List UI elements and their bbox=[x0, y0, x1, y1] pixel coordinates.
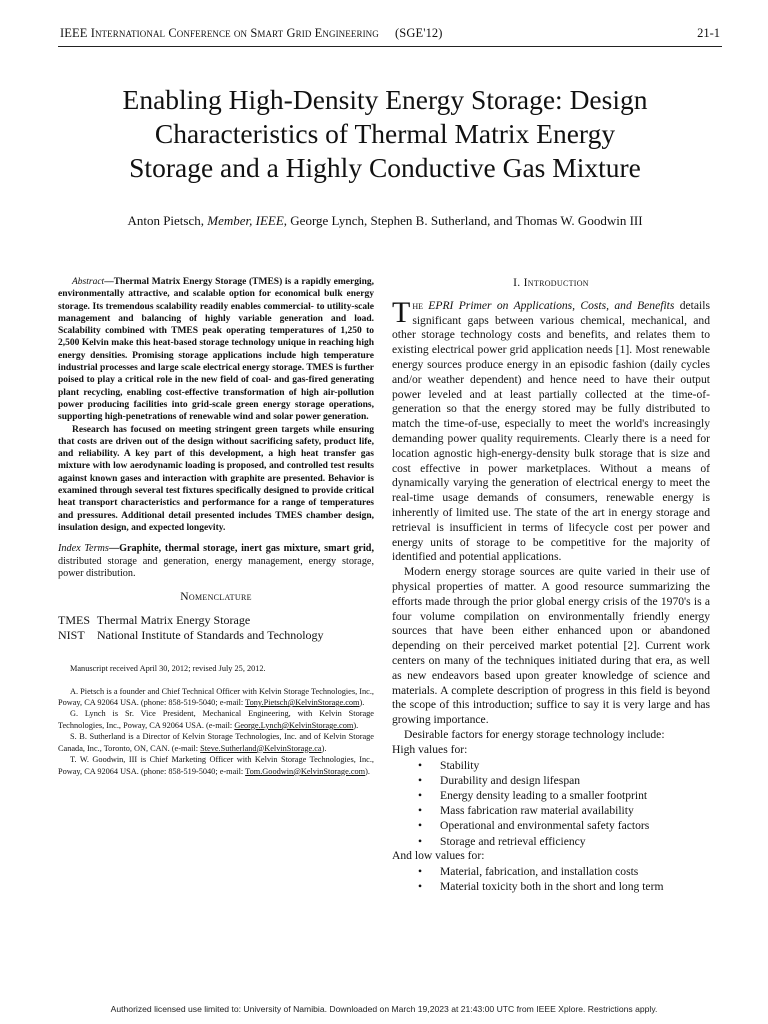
license-footer: Authorized licensed use limited to: University of Namibia. Downloaded on March 19,2023 at 21:43:00 UTC from IEEE Xplore. Restrictions apply. bbox=[110, 1004, 658, 1014]
author-footnotes bbox=[58, 663, 374, 777]
high-values-list bbox=[392, 758, 710, 849]
drop-cap: T bbox=[392, 295, 411, 329]
abstract-paragraph bbox=[58, 276, 374, 424]
title-line: Characteristics of Thermal Matrix Energy bbox=[154, 118, 616, 149]
email-link[interactable]: George.Lynch@KelvinStorage.com bbox=[234, 720, 354, 730]
manuscript-note: Manuscript received April 30, 2012; revised July 25, 2012. bbox=[70, 664, 266, 674]
low-values-label: And low values for: bbox=[392, 848, 485, 862]
intro-paragraph: Desirable factors for energy storage technology include: bbox=[404, 727, 665, 741]
list-item: • Operational and environmental safety factors bbox=[440, 818, 710, 833]
conference-name: IEEE International Conference on Smart Grid Engineering bbox=[60, 26, 379, 40]
running-header-conference bbox=[60, 26, 443, 41]
paper-title bbox=[60, 83, 710, 185]
title-line: Enabling High-Density Energy Storage: Design bbox=[122, 84, 648, 115]
header-divider bbox=[58, 46, 722, 47]
nomenclature-list bbox=[58, 613, 374, 643]
cited-title: EPRI Primer on Applications, Costs, and Benefits bbox=[423, 298, 675, 312]
footnote: T. W. Goodwin, III is Chief Marketing Officer with Kelvin Storage Technologies, Inc., Poway, CA 92064 USA. (phone: 858-519-5040; e-mail: Tom.Goodwin@KelvinStorage.com). bbox=[58, 755, 374, 776]
abstract-lead: Abstract bbox=[72, 277, 105, 287]
abstract-paragraph: Research has focused on meeting stringent green targets while ensuring that costs are driven out of the design without sacrificing safety, product life, and reliability. A key part of this development, a high heat transfer gas mixture with low aerodynamic loading is proposed, and controlled test results against known gases and interaction with graphite are presented. Behavior is examined through several test fixtures specifically designed to provide critical heat transport characteristics and performance for a range of temperatures and pressures. Additional detail presented includes TMES chamber design, insulation design, and expected longevity. bbox=[58, 424, 374, 533]
index-terms bbox=[58, 543, 374, 580]
high-values-label: High values for: bbox=[392, 742, 468, 756]
email-link[interactable]: Tom.Goodwin@KelvinStorage.com bbox=[245, 766, 366, 776]
list-item: • Storage and retrieval efficiency bbox=[440, 834, 710, 849]
index-terms-rest: distributed storage and generation, energy management, energy storage, power distribution. bbox=[58, 555, 374, 580]
introduction-heading: I. Introduction bbox=[513, 276, 589, 289]
left-column bbox=[58, 276, 374, 777]
author-rest: , George Lynch, Stephen B. Sutherland, and Thomas W. Goodwin III bbox=[283, 213, 643, 228]
conference-abbrev: (SGE'12) bbox=[395, 26, 443, 40]
nomenclature-row bbox=[58, 628, 374, 643]
nomenclature-abbr: TMES bbox=[58, 613, 91, 628]
nomenclature-heading: Nomenclature bbox=[180, 590, 252, 604]
intro-paragraph: Modern energy storage sources are quite varied in their use of physical properties of matter. A good resource summarizing the efforts made through the prior global energy crisis of the 1970's is a four volume compilation on environmentally friendly energy sources that have been either enhanced upon or abandoned depending on their perceived market potential [2]. Current work centers on many of the techniques initiated during that era, as well as new endeavors based upon greater knowledge of science and materials. A complete description of progress in this field is beyond the scope of this introduction; suffice to say it is very large and has growing importance. bbox=[392, 565, 710, 727]
footnote: G. Lynch is Sr. Vice President, Mechanical Engineering, with Kelvin Storage Technologies, Inc., Poway, CA 92064 USA. (e-mail: George.Lynch@KelvinStorage.com). bbox=[58, 709, 374, 730]
author-membership: Member, IEEE bbox=[207, 213, 284, 228]
low-values-list bbox=[392, 864, 710, 894]
nomenclature-definition: National Institute of Standards and Technology bbox=[97, 628, 324, 643]
abstract-text: —Thermal Matrix Energy Storage (TMES) is a rapidly emerging, environmentally attractive, and scalable option for economical bulk energy storage. Its tremendous scalability readily enables commercial- to utility-scale management and balancing of highly variable generation and load. Scalability combined with TMES peak operating temperatures of 1,250 to 2,500 Kelvin make this heat-based storage technology unique in reaching high energy densities. Promising storage applications include high temperature industrial processes and large scale electrical energy storage. TMES is further poised to play a critical role in the new field of coal- and gas-fired generating plant recycling, enabling cost-effective transformation of high air-pollution power producing facilities into grid-scale green energy storage operations, supporting high-penetrations of renewable wind and solar power generation. bbox=[58, 277, 374, 423]
email-link[interactable]: Steve.Sutherland@KelvinStorage.ca bbox=[200, 743, 322, 753]
list-item: • Mass fabrication raw material availability bbox=[440, 803, 710, 818]
footnote: S. B. Sutherland is a Director of Kelvin Storage Technologies, Inc. and of Kelvin Storage Canada, Inc., Toronto, ON, CAN. (e-mail: Steve.Sutherland@KelvinStorage.ca). bbox=[58, 732, 374, 753]
right-column bbox=[392, 276, 710, 894]
intro-paragraph: The EPRI Primer on Applications, Costs, and Benefits details significant gaps between various chemical, mechanical, and other storage technology costs and benefits, and relates them to existing electrical power grid application needs [1]. Most renewable energy sources produce energy in an episodic fashion (daily cycles and/or weather dependent) and hence need to have their output power leveled and at least partially collected at the time-of-generation so that the energy stored may be fully distributed to match the time-of-use, especially to meet the world's increasingly demanding power quality requirements. Clearly there is a need for location agnostic high-energy-density bulk storage that is size and cost effective in power marketplaces. Without a means of dynamically varying the generation of electrical energy to meet the real-time usage demands of consumers, renewable energy is inherently of limited use. The state of the art in energy storage and retrieval is insufficient in terms of lifecycle cost per power and energy units of storage to be competitive for the majority of identified and potential applications. bbox=[392, 295, 710, 564]
footnote: A. Pietsch is a founder and Chief Technical Officer with Kelvin Storage Technologies, Inc., Poway, CA 92064 USA. (phone: 858-519-5040; e-mail: Tony.Pietsch@KelvinStorage.com). bbox=[58, 686, 374, 708]
abstract bbox=[58, 276, 374, 534]
index-terms-lead: Index Terms bbox=[58, 543, 109, 555]
email-link[interactable]: Tony.Pietsch@KelvinStorage.com bbox=[245, 698, 360, 708]
title-line: Storage and a Highly Conductive Gas Mixture bbox=[129, 152, 641, 183]
nomenclature-row bbox=[58, 613, 374, 628]
list-item: • Durability and design lifespan bbox=[440, 773, 710, 788]
list-item: • Stability bbox=[440, 758, 710, 773]
list-item: • Material toxicity both in the short and long term bbox=[440, 879, 710, 894]
page-number: 21-1 bbox=[697, 26, 720, 40]
list-item: • Energy density leading to a smaller footprint bbox=[440, 788, 710, 803]
author-first: Anton Pietsch, bbox=[127, 213, 208, 228]
index-terms-bold: —Graphite, thermal storage, inert gas mixture, smart grid, bbox=[108, 543, 374, 555]
author-list bbox=[60, 213, 710, 229]
list-item: • Material, fabrication, and installation costs bbox=[440, 864, 710, 879]
nomenclature-abbr: NIST bbox=[58, 628, 85, 643]
nomenclature-definition: Thermal Matrix Energy Storage bbox=[96, 613, 251, 628]
